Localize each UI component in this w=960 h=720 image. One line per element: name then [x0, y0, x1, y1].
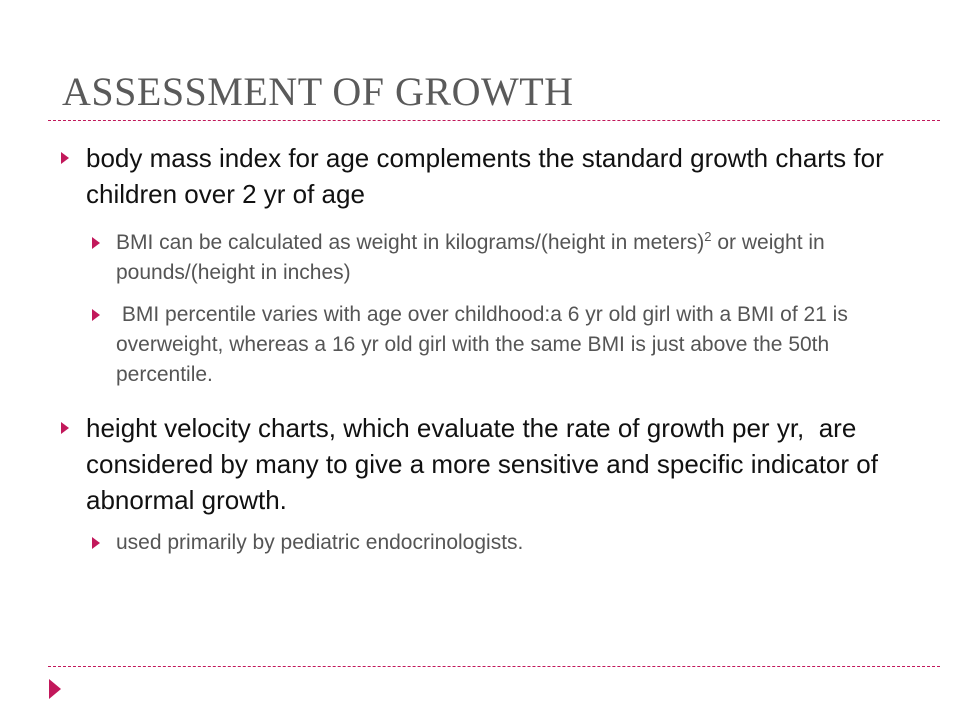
bullet-bmi-for-age [58, 140, 888, 212]
sub-bullet-text-end: or weight in pounds/(height in inches) [116, 231, 825, 284]
sub-bullet-endocrinologists [88, 528, 888, 558]
sub-bullet-arrow-icon [92, 309, 100, 321]
sub-bullet-text: used primarily by pediatric endocrinologists. [116, 531, 524, 554]
sub-bullet-arrow-icon [92, 537, 100, 549]
superscript-two: 2 [704, 229, 712, 244]
bullet-height-velocity [58, 410, 888, 518]
slide-title: ASSESSMENT OF GROWTH [62, 69, 574, 114]
footer-divider [48, 666, 940, 667]
footer-arrow-icon [49, 679, 61, 699]
sub-bullet-text-start: BMI can be calculated as weight in kilograms/(height in meters) [116, 231, 705, 254]
bullet-arrow-icon [61, 152, 69, 164]
slide-body [58, 140, 888, 558]
bullet-arrow-icon [61, 422, 69, 434]
sub-bullet-bmi-formula [88, 228, 888, 288]
sub-bullet-bmi-percentile [88, 300, 888, 390]
bullet-text: body mass index for age complements the standard growth charts for children over 2 yr of age [86, 143, 884, 209]
sub-bullet-arrow-icon [92, 237, 100, 249]
bullet-text: height velocity charts, which evaluate the rate of growth per yr, are considered by many to give a more sensitive and specific indicator of abnormal growth. [86, 413, 886, 515]
title-divider [48, 120, 940, 121]
sub-bullet-text: BMI percentile varies with age over childhood:a 6 yr old girl with a BMI of 21 is overweight, whereas a 16 yr old girl with the same BMI is just above the 50th percentile. [116, 303, 854, 386]
